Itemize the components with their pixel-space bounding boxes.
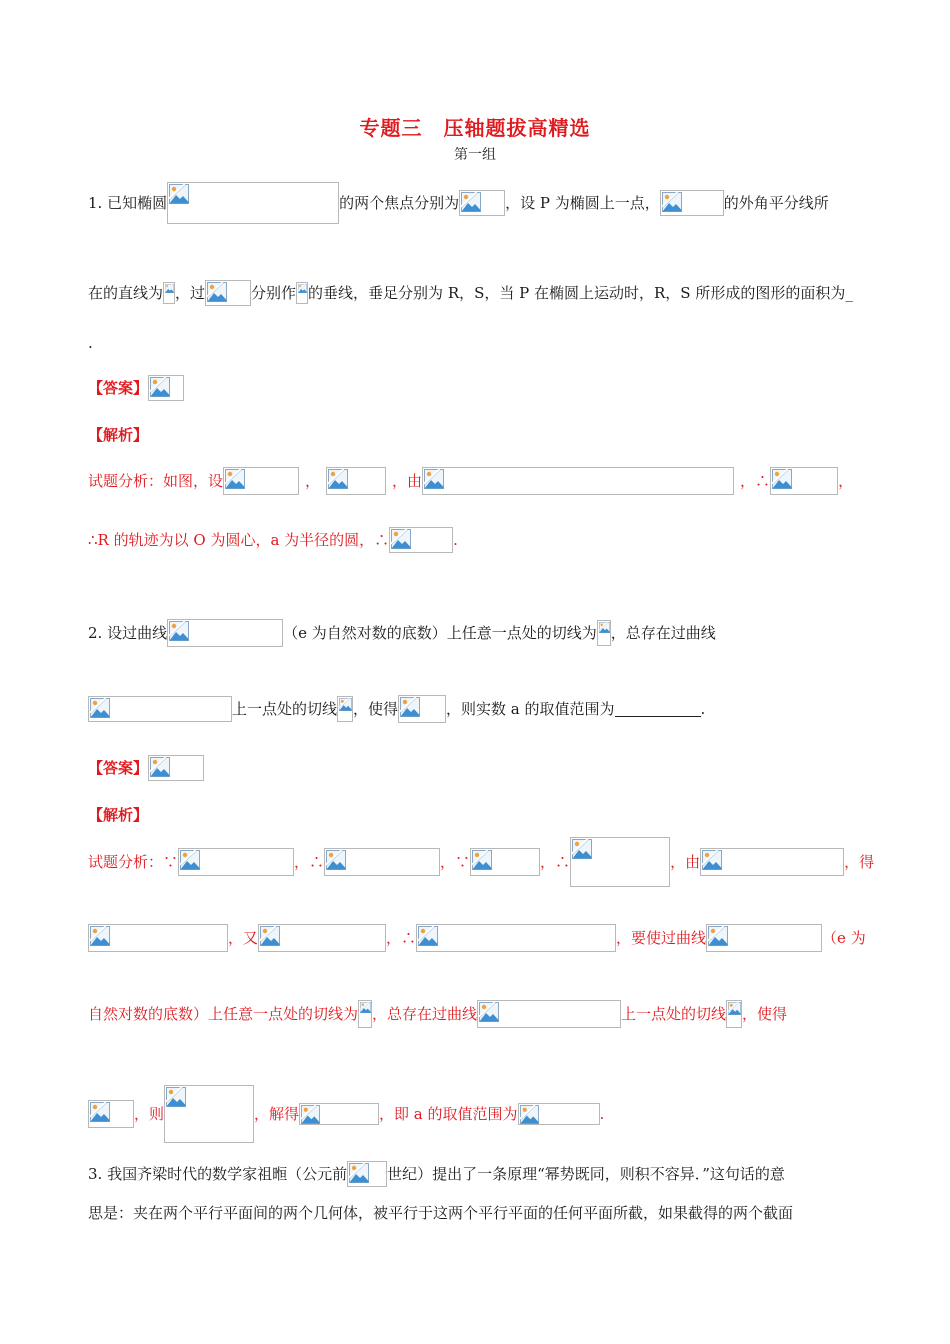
broken-image-icon: [702, 850, 722, 870]
q1-text: .: [88, 334, 93, 352]
q2-solution-line-2: [88, 921, 866, 955]
q3-text: 3. 我国齐梁时代的数学家祖暅（公元前: [88, 1165, 348, 1183]
broken-image-icon: [260, 926, 280, 946]
q2-text: .: [700, 700, 706, 718]
formula-image: [88, 1100, 134, 1128]
broken-image-icon: [472, 850, 492, 870]
formula-image: [726, 1000, 742, 1028]
q2-text: ，使得: [353, 700, 399, 718]
broken-image-icon: [520, 1105, 539, 1124]
q2-answer-row: [88, 751, 204, 785]
solution-text: ，又: [228, 929, 259, 947]
broken-image-icon: [150, 757, 170, 777]
q1-line-2: [88, 276, 853, 310]
broken-image-icon: [225, 469, 245, 489]
q1-solution-line-2: [88, 523, 458, 557]
answer-formula-image: [148, 755, 204, 781]
formula-image: [223, 467, 299, 495]
broken-image-icon: [479, 1002, 499, 1022]
formula-image: [324, 848, 440, 876]
broken-image-icon: [599, 622, 610, 633]
broken-image-icon: [207, 282, 227, 302]
q1-text: 的外角平分线所: [723, 194, 829, 212]
q2-analysis-row: [88, 798, 148, 832]
q1-text: 的垂线，垂足分别为 R，S，当 P 在椭圆上运动时，R，S 所形成的图形的面积为_: [308, 284, 853, 302]
q3-line-2: [88, 1196, 793, 1230]
formula-image: [299, 1103, 379, 1125]
solution-text: ，: [838, 472, 854, 490]
formula-image: [706, 924, 822, 952]
formula-image: [163, 282, 175, 304]
answer-blank: [615, 702, 701, 717]
broken-image-icon: [166, 1087, 186, 1107]
formula-image: [167, 619, 283, 647]
broken-image-icon: [90, 698, 110, 718]
broken-image-icon: [150, 377, 170, 397]
q1-text: 在的直线为: [88, 284, 164, 302]
formula-image: [326, 467, 386, 495]
q1-text: 分别作: [251, 284, 297, 302]
broken-image-icon: [165, 284, 174, 293]
broken-image-icon: [360, 1002, 371, 1013]
formula-image: [164, 1085, 254, 1143]
broken-image-icon: [180, 850, 200, 870]
analysis-label: 【解析】: [88, 806, 149, 824]
q1-answer-row: [88, 371, 184, 405]
solution-text: ，得: [844, 853, 875, 871]
solution-text: .: [453, 531, 458, 549]
solution-text: 上一点处的切线: [621, 1005, 727, 1023]
formula-image: [416, 924, 616, 952]
solution-text: ，由: [392, 472, 423, 490]
q3-text: 思是：夹在两个平行平面间的两个几何体，被平行于这两个平行平面的任何平面所截，如果截得的两个截面: [88, 1204, 794, 1222]
formula-image: [422, 467, 734, 495]
solution-text: ，即 a 的取值范围为: [379, 1105, 518, 1123]
broken-image-icon: [391, 529, 411, 549]
broken-image-icon: [169, 184, 189, 204]
solution-text: ，∴: [740, 472, 771, 490]
broken-image-icon: [424, 469, 444, 489]
broken-image-icon: [169, 621, 189, 641]
formula-image: [700, 848, 844, 876]
q1-line-1: [88, 186, 829, 220]
formula-image: [258, 924, 386, 952]
broken-image-icon: [772, 469, 792, 489]
solution-text: ，则: [134, 1105, 165, 1123]
q1-text: 的两个焦点分别为: [339, 194, 460, 212]
broken-image-icon: [328, 469, 348, 489]
broken-image-icon: [90, 1102, 110, 1122]
formula-image: [347, 1161, 387, 1187]
formula-image: [337, 696, 353, 722]
formula-image: [570, 837, 670, 887]
q2-text: ，总存在过曲线: [610, 624, 716, 642]
q1-analysis-row: [88, 418, 148, 452]
q2-line-2: [88, 692, 705, 726]
solution-text: ，∴: [540, 853, 571, 871]
q1-solution-line-1: [88, 464, 853, 498]
page-title: 专题三 压轴题拔高精选: [359, 116, 591, 140]
solution-text: ，解得: [254, 1105, 300, 1123]
q3-text: 世纪）提出了一条原理“幂势既同，则积不容异．”这句话的意: [387, 1165, 785, 1183]
q2-text: ，则实数 a 的取值范围为: [446, 700, 615, 718]
q2-text: 上一点处的切线: [232, 700, 338, 718]
formula-image: [518, 1103, 600, 1125]
q2-solution-line-4: [88, 1084, 604, 1144]
formula-image: [178, 848, 294, 876]
formula-image: [660, 190, 724, 216]
formula-image: [389, 527, 453, 553]
solution-text: ，总存在过曲线: [372, 1005, 478, 1023]
q2-line-1: [88, 616, 716, 650]
formula-image: [477, 1000, 621, 1028]
solution-text: 自然对数的底数）上任意一点处的切线为: [88, 1005, 359, 1023]
analysis-label: 【解析】: [88, 426, 149, 444]
solution-text: ∴R 的轨迹为以 O 为圆心，a 为半径的圆，∴: [88, 531, 390, 549]
q2-solution-line-3: [88, 997, 787, 1031]
solution-text: ，∴: [294, 853, 325, 871]
broken-image-icon: [418, 926, 438, 946]
q1-line-3: [88, 326, 93, 360]
formula-image: [459, 190, 505, 216]
solution-text: ，使得: [742, 1005, 788, 1023]
solution-text: 试题分析：∵: [88, 853, 179, 871]
q2-text: 2. 设过曲线: [88, 624, 168, 642]
formula-image: [358, 1000, 372, 1028]
broken-image-icon: [339, 698, 352, 711]
answer-formula-image: [148, 375, 184, 401]
broken-image-icon: [708, 926, 728, 946]
solution-text: .: [599, 1105, 605, 1123]
q2-text: （e 为自然对数的底数）上任意一点处的切线为: [283, 624, 597, 642]
section-subtitle: 第一组: [454, 147, 496, 163]
q1-text: ，设 P 为椭圆上一点，: [505, 194, 660, 212]
broken-image-icon: [461, 192, 481, 212]
formula-image: [398, 695, 446, 723]
solution-text: ，∴: [386, 929, 417, 947]
formula-image: [167, 182, 339, 224]
q2-solution-line-1: [88, 836, 874, 888]
answer-label: 【答案】: [88, 759, 149, 777]
formula-image: [88, 696, 232, 722]
broken-image-icon: [301, 1105, 320, 1124]
solution-text: ，要使过曲线: [616, 929, 707, 947]
solution-text: ，: [305, 472, 321, 490]
broken-image-icon: [662, 192, 682, 212]
solution-text: （e 为: [822, 929, 866, 947]
q1-text: ，过: [175, 284, 206, 302]
broken-image-icon: [298, 284, 307, 293]
broken-image-icon: [90, 926, 110, 946]
formula-image: [470, 848, 540, 876]
broken-image-icon: [326, 850, 346, 870]
broken-image-icon: [572, 839, 592, 859]
solution-text: 试题分析：如图，设: [88, 472, 224, 490]
formula-image: [770, 467, 838, 495]
broken-image-icon: [400, 697, 420, 717]
answer-label: 【答案】: [88, 379, 149, 397]
formula-image: [88, 924, 228, 952]
formula-image: [597, 620, 611, 646]
broken-image-icon: [728, 1002, 741, 1015]
q3-line-1: [88, 1157, 785, 1191]
formula-image: [205, 280, 251, 306]
solution-text: ，由: [670, 853, 701, 871]
formula-image: [296, 282, 308, 304]
broken-image-icon: [349, 1163, 369, 1183]
q1-text: 1. 已知椭圆: [88, 194, 168, 212]
solution-text: ，∵: [440, 853, 471, 871]
